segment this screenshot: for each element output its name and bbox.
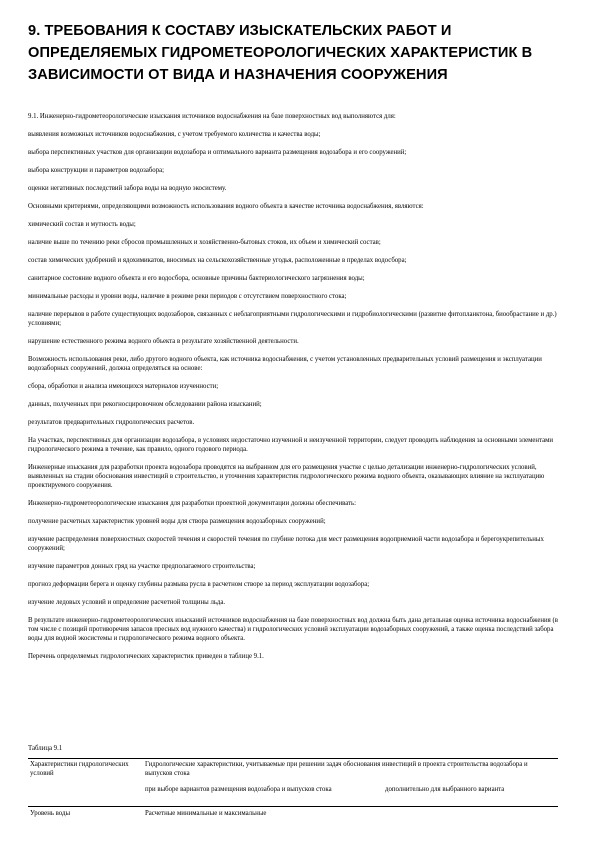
paragraph: выявления возможных источников водоснабжения, с учетом требуемого количества и качества воды; xyxy=(28,131,321,138)
paragraph: Возможность использования реки, либо другого водного объекта, как источника водоснабжения, с учетом установленных предварительных условий размещения и эксплуатации водозаборных сооружений, должна определяться на основе: xyxy=(28,356,542,372)
paragraph: выбора конструкции и параметров водозабора; xyxy=(28,167,164,174)
table-cell: Гидрологические характеристики, учитываемые при решении задач обоснования инвестиций в проекта строительства водозабора и выпусков стока xyxy=(145,761,528,777)
table-caption: Таблица 9.1 xyxy=(28,745,63,752)
paragraph: санитарное состояние водного объекта и его водосбора, основные причины бактериологического загрязнения воды; xyxy=(28,275,365,282)
document-body xyxy=(28,112,568,661)
paragraph: изучение параметров донных гряд на участке предполагаемого строительства; xyxy=(28,563,256,570)
paragraph: минимальные расходы и уровни воды, наличие в режиме реки периодов с отсутствием поверхностного стока; xyxy=(28,293,347,300)
table-cell: Расчетные минимальные и максимальные xyxy=(145,810,267,817)
table-top-rule xyxy=(28,758,558,759)
paragraph: нарушение естественного режима водного объекта в результате хозяйственной деятельности. xyxy=(28,338,299,345)
paragraph: Перечень определяемых гидрологических характеристик приведен в таблице 9.1. xyxy=(28,653,264,660)
paragraph: Основными критериями, определяющими возможность использования водного объекта в качестве источника водоснабжения, являются: xyxy=(28,203,424,210)
table-cell: при выборе вариантов размещения водозабора и выпусков стока xyxy=(145,786,332,793)
paragraph: состав химических удобрений и ядохимикатов, вносимых на сельскохозяйственные угодья, расположенные в пределах водосбора; xyxy=(28,257,407,264)
paragraph: результатов предварительных гидрологических расчетов. xyxy=(28,419,195,426)
paragraph: 9.1. Инженерно-гидрометеорологические изыскания источников водоснабжения на базе поверхностных вод выполняются для: xyxy=(28,113,396,120)
paragraph: изучение ледовых условий и определение расчетной толщины льда. xyxy=(28,599,226,606)
table-cell: Характеристики гидрологических условий xyxy=(30,761,129,777)
paragraph: наличие перерывов в работе существующих водозаборов, связанных с неблагоприятными гидрологическими и гидробиологическими (развитие фитопланктона, биообрастание и др.) условиями; xyxy=(28,311,557,327)
paragraph: изучение распределения поверхностных скоростей течения и скоростей течения по глубине потока для мест размещения водоприемной части водозабора и берегоукрепительных сооружений; xyxy=(28,536,544,552)
paragraph: оценки негативных последствий забора воды на водную экосистему. xyxy=(28,185,227,192)
paragraph: сбора, обработки и анализа имеющихся материалов изученности; xyxy=(28,383,219,390)
paragraph: данных, полученных при рекогносцировочном обследовании района изысканий; xyxy=(28,401,262,408)
paragraph: В результате инженерно-гидрометеорологических изысканий источников водоснабжения на базе поверхностных вод должна быть дана детальная оценка источника водоснабжения (в том числе с позиций противоречия запасов пресных вод нужного качества) и гидрологических условий эксплуатации водозаборных сооружений, а также оценка последствий забора воды для водной экосистемы и гидрологического режима водного объекта. xyxy=(28,617,558,642)
paragraph: химический состав и мутность воды; xyxy=(28,221,136,228)
table-cell: Уровень воды xyxy=(30,810,71,817)
table-row-rule xyxy=(28,806,558,807)
paragraph: выбора перспективных участков для организации водозабора и оптимального варианта размещения водозабора и его сооружений; xyxy=(28,149,407,156)
paragraph: прогноз деформации берега и оценку глубины размыва русла в расчетном створе за период эксплуатации водозабора; xyxy=(28,581,370,588)
paragraph: наличие выше по течению реки сбросов промышленных и хозяйственно-бытовых стоков, их объем и химический состав; xyxy=(28,239,381,246)
section-title: 9. ТРЕБОВАНИЯ К СОСТАВУ ИЗЫСКАТЕЛЬСКИХ РАБОТ И ОПРЕДЕЛЯЕМЫХ ГИДРОМЕТЕОРОЛОГИЧЕСКИХ ХАРАКТЕРИСТИК В ЗАВИСИМОСТИ ОТ ВИДА И НАЗНАЧЕНИЯ СООРУЖЕНИЯ xyxy=(28,23,533,83)
paragraph: Инженерно-гидрометеорологические изыскания для разработки проектной документации должны обеспечивать: xyxy=(28,500,357,507)
paragraph: Инженерные изыскания для разработки проекта водозабора проводятся на выбранном для его размещения участке с целью детализации инженерно-гидрологических условий, выявленных на стадии обоснования инвестиций в строительство, и уточнения характеристик гидрологического режима водного объекта, оказывающих влияние на эксплуатацию проектируемого сооружения. xyxy=(28,464,545,489)
table-cell: дополнительно для выбранного варианта xyxy=(385,786,505,793)
paragraph: На участках, перспективных для организации водозабора, в условиях недостаточно изученной и неизученной территории, следует проводить наблюдения за основными элементами гидрологического режима в течение, как правило, одного годового периода. xyxy=(28,437,554,453)
paragraph: получение расчетных характеристик уровней воды для створа размещения водозаборных сооружений; xyxy=(28,518,326,525)
